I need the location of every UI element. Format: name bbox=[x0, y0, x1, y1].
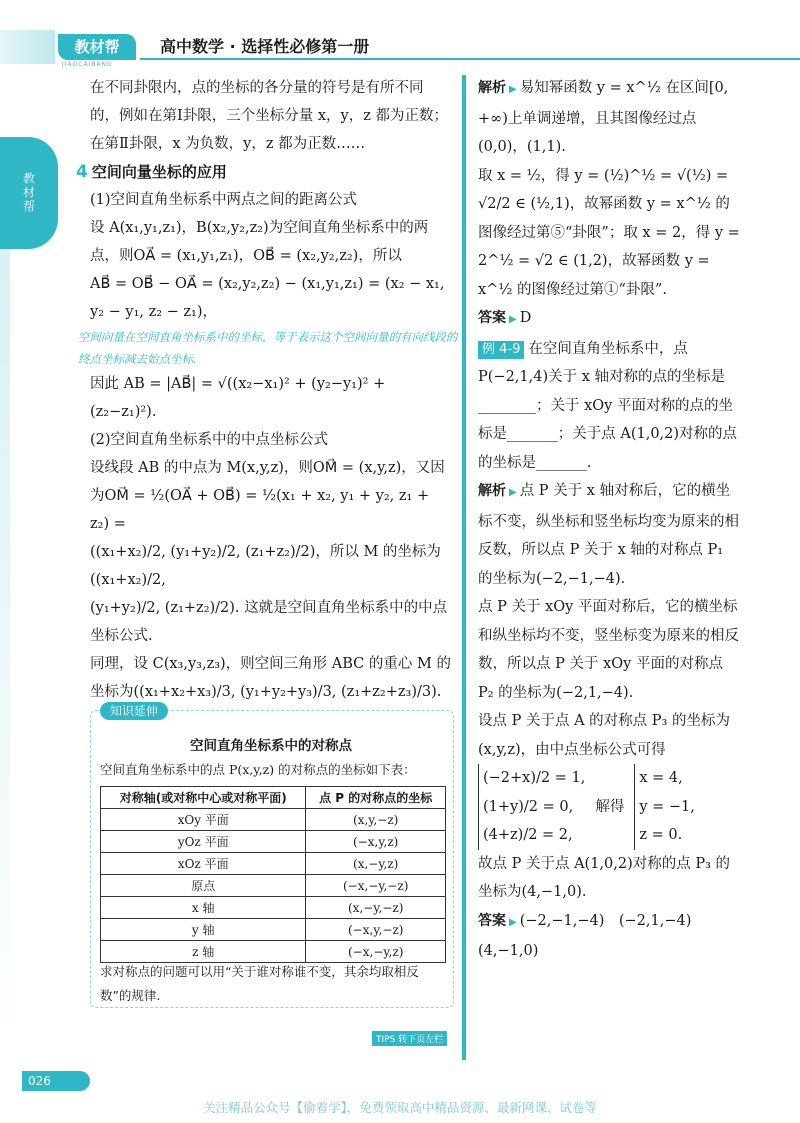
table-cell: z 轴 bbox=[101, 941, 306, 963]
analysis-4: 点 P 关于 xOy 平面对称后，它的横坐标和纵坐标均不变，竖坐标变为原来的相反数，所以点 P 关于 xOy 平面的对称点 P₂ 的坐标为(−2,1,−4). bbox=[478, 599, 739, 701]
footer-watermark: 关注精品公众号【偷着学】，免费领取高中精品资源、最新网课、试卷等 bbox=[203, 1100, 597, 1115]
triangle-icon: ▶ bbox=[509, 84, 517, 95]
table-header: 对称轴(或对称中心或对称平面) bbox=[101, 787, 306, 809]
header-rule bbox=[140, 58, 800, 60]
table-cell: (x,−y,−z) bbox=[306, 897, 446, 919]
table-cell: xOy 平面 bbox=[101, 809, 306, 831]
equation-system bbox=[478, 764, 740, 850]
solutions bbox=[634, 764, 695, 850]
analysis-label: 解析 bbox=[478, 80, 506, 96]
side-tab: 教材帮 bbox=[0, 137, 58, 249]
header-accent bbox=[0, 30, 55, 64]
subsection-2-title: (2)空间直角坐标系中的中点坐标公式 bbox=[90, 432, 329, 448]
answer-label: 答案 bbox=[478, 310, 506, 326]
example-4-9 bbox=[478, 335, 740, 478]
equations bbox=[478, 764, 585, 850]
distance-derivation: 设 A(x₁,y₁,z₁)，B(x₂,y₂,z₂)为空间直角坐标系中的两点，则OA⃗ = (x₁,y₁,z₁)，OB⃗ = (x₂,y₂,z₂)，所以 bbox=[90, 220, 429, 264]
table-header: 点 P 的对称点的坐标 bbox=[306, 787, 446, 809]
answer-1 bbox=[478, 304, 740, 335]
symmetry-rule: 求对称点的问题可以用“关于谁对称谁不变，其余均取相反数”的规律. bbox=[100, 964, 419, 1003]
analysis-text: 易知幂函数 y = x^½ 在区间[0, +∞)上单调递增，且其图像经过点(0,0)，(1,1). bbox=[478, 80, 729, 155]
table-row bbox=[101, 853, 446, 875]
analysis-label: 解析 bbox=[478, 483, 506, 499]
right-column bbox=[478, 74, 740, 966]
solution: z = 0. bbox=[639, 827, 683, 843]
section-number: 4 bbox=[76, 162, 88, 182]
solution: y = −1, bbox=[639, 798, 695, 815]
answer-2 bbox=[478, 907, 740, 966]
table-row bbox=[101, 897, 446, 919]
table-cell: (−x,y,z) bbox=[306, 831, 446, 853]
page-number: 026 bbox=[22, 1071, 90, 1091]
triangle-icon: ▶ bbox=[509, 314, 517, 325]
table-cell: y 轴 bbox=[101, 919, 306, 941]
tips-badge: TIPS 转下页左栏 bbox=[372, 1031, 447, 1046]
section-title: 空间向量坐标的应用 bbox=[91, 163, 227, 181]
symmetry-intro: 空间直角坐标系中的点 P(x,y,z) 的对称点的坐标如下表： bbox=[100, 762, 416, 777]
page-header bbox=[0, 30, 800, 68]
side-strip bbox=[0, 250, 10, 1050]
symmetry-table bbox=[100, 786, 446, 963]
analysis-5: 设点 P 关于点 A 的对称点 P₃ 的坐标为(x,y,z)，由中点坐标公式可得 bbox=[478, 713, 730, 758]
table-row bbox=[101, 809, 446, 831]
answer-text: (−2,−1,−4) (−2,1,−4) (4,−1,0) bbox=[478, 912, 706, 959]
intro-paragraph: 在不同卦限内，点的坐标的各分量的符号是有所不同的，例如在第Ⅰ卦限，三个坐标分量 x，y，z 都为正数；在第Ⅱ卦限，x 为负数，y，z 都为正数…… bbox=[90, 80, 448, 152]
triangle-icon: ▶ bbox=[509, 916, 517, 928]
column-divider bbox=[462, 75, 466, 1060]
equation: (4+z)/2 = 2, bbox=[483, 827, 573, 843]
knowledge-extension-tag: 知识延伸 bbox=[100, 702, 168, 720]
subsection-1-title: (1)空间直角坐标系中两点之间的距离公式 bbox=[90, 192, 358, 208]
analysis-3 bbox=[478, 477, 740, 593]
table-cell: yOz 平面 bbox=[101, 831, 306, 853]
table-cell: (−x,−y,−z) bbox=[306, 875, 446, 897]
centroid-formula: 同理，设 C(x₃,y₃,z₃)，则空间三角形 ABC 的重心 M 的坐标为((x₁+x₂+x₃)/3, (y₁+y₂+y₃)/3, (z₁+z₂+z₃)/3). bbox=[90, 656, 451, 700]
midpoint-conclusion: (y₁+y₂)/2, (z₁+z₂)/2). 这就是空间直角坐标系中的中点坐标公式. bbox=[90, 600, 448, 644]
table-cell: 原点 bbox=[101, 875, 306, 897]
table-cell: (x,y,−z) bbox=[306, 809, 446, 831]
example-tag: 例 4-9 bbox=[478, 341, 524, 359]
example-text: 在空间直角坐标系中，点 P(−2,1,4)关于 x 轴对称的点的坐标是________；关于 xOy 平面对称的点的坐标是_______；关于点 A(1,0,2)对称的点的坐标是_______. bbox=[478, 340, 738, 471]
answer-label: 答案 bbox=[478, 912, 506, 929]
brand-logo: 教材帮 bbox=[58, 34, 136, 60]
analysis-6: 故点 P 关于点 A(1,0,2)对称的点 P₃ 的坐标为(4,−1,0). bbox=[478, 855, 731, 900]
midpoint-result: ((x₁+x₂)/2, (y₁+y₂)/2, (z₁+z₂)/2)，所以 M 的坐标为((x₁+x₂)/2, bbox=[90, 544, 441, 588]
section-heading bbox=[76, 158, 452, 186]
book-title: 高中数学 · 选择性必修第一册 bbox=[160, 37, 370, 56]
brand-subtitle: JIAOCAIBANG bbox=[62, 61, 113, 68]
table-header-row bbox=[101, 787, 446, 809]
equation: (−2+x)/2 = 1, bbox=[483, 770, 586, 786]
distance-formula: 因此 AB = |AB⃗| = √((x₂−x₁)² + (y₂−y₁)² + (z₂−z₁)²). bbox=[90, 376, 386, 420]
table-cell: (−x,−y,z) bbox=[306, 941, 446, 963]
vector-ab-formula: AB⃗ = OB⃗ − OA⃗ = (x₂,y₂,z₂) − (x₁,y₁,z₁) = (x₂ − x₁, y₂ − y₁, z₂ − z₁)， bbox=[90, 276, 445, 320]
table-row bbox=[101, 919, 446, 941]
solve-label: 解得 bbox=[595, 798, 625, 815]
solution: x = 4, bbox=[639, 770, 683, 786]
triangle-icon: ▶ bbox=[509, 487, 517, 498]
analysis-1 bbox=[478, 74, 740, 162]
table-row bbox=[101, 875, 446, 897]
left-column bbox=[76, 74, 458, 706]
table-cell: (−x,y,−z) bbox=[306, 919, 446, 941]
table-cell: x 轴 bbox=[101, 897, 306, 919]
table-cell: (x,−y,z) bbox=[306, 853, 446, 875]
table-row bbox=[101, 831, 446, 853]
handwritten-note: 空间向量在空间直角坐标系中的坐标，等于表示这个空间向量的有向线段的终点坐标减去始点坐标. bbox=[78, 330, 458, 366]
analysis-text: 点 P 关于 x 轴对称后，它的横坐标不变，纵坐标和竖坐标均变为原来的相反数，所以点 P 关于 x 轴的对称点 P₁ 的坐标为(−2,−1,−4). bbox=[478, 483, 739, 587]
answer-text: D bbox=[519, 310, 532, 326]
equation: (1+y)/2 = 0, bbox=[483, 798, 574, 815]
symmetry-title: 空间直角坐标系中的对称点 bbox=[190, 738, 352, 754]
midpoint-derivation: 设线段 AB 的中点为 M(x,y,z)，则OM⃗ = (x,y,z)，又因为OM⃗ = ½(OA⃗ + OB⃗) = ½(x₁ + x₂, y₁ + y₂, z₁ + z₂) = bbox=[90, 460, 445, 532]
table-cell: xOz 平面 bbox=[101, 853, 306, 875]
analysis-2: 取 x = ½，得 y = (½)^½ = √(½) = √2/2 ∈ (½,1)，故幂函数 y = x^½ 的图像经过第⑤“卦限”；取 x = 2，得 y = 2^½ = √2 ∈ (1,2)，故幂函数 y = x^½ 的图像经过第①“卦限”. bbox=[478, 167, 740, 298]
